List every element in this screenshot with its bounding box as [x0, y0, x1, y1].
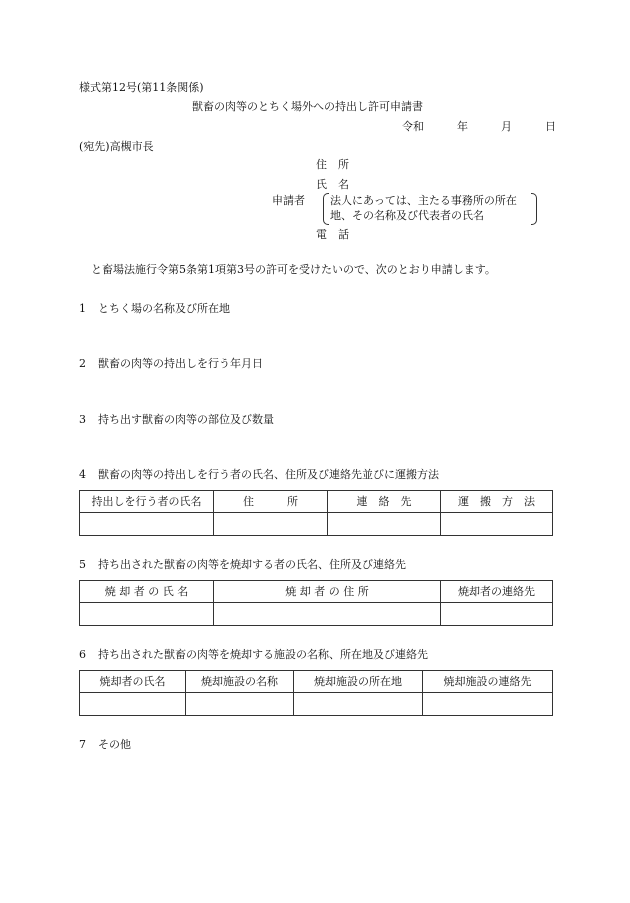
table-6-header: 焼却施設の所在地 — [294, 671, 423, 693]
corp-note-line1: 法人にあっては、主たる事務所の所在 — [330, 194, 517, 207]
table-5-header: 焼 却 者 の 氏 名 — [80, 581, 214, 603]
section-7-number: 7 — [79, 738, 86, 751]
table-5-cell[interactable] — [80, 603, 214, 626]
section-5-text: 持ち出された獣畜の肉等を焼却する者の氏名、住所及び連絡先 — [98, 558, 406, 571]
intro-text: と畜場法施行令第5条第1項第3号の許可を受けたいので、次のとおり申請します。 — [91, 263, 496, 276]
section-1 — [79, 302, 230, 315]
section-6-number: 6 — [79, 648, 86, 661]
section-6-text: 持ち出された獣畜の肉等を焼却する施設の名称、所在地及び連絡先 — [98, 648, 428, 661]
date-line — [402, 120, 556, 133]
table-4-header: 住 所 — [214, 491, 328, 513]
table-5-header: 焼 却 者 の 住 所 — [214, 581, 441, 603]
table-4-header: 運 搬 方 法 — [441, 491, 553, 513]
section-1-text: とちく場の名称及び所在地 — [98, 302, 230, 315]
section-1-number: 1 — [79, 302, 86, 315]
date-day: 日 — [545, 120, 556, 133]
applicant-phone-label: 電 話 — [316, 228, 349, 241]
section-6 — [79, 648, 428, 661]
form-title: 獣畜の肉等のとちく場外への持出し許可申請書 — [192, 100, 423, 113]
table-5-cell[interactable] — [441, 603, 553, 626]
section-4-number: 4 — [79, 468, 86, 481]
table-4 — [79, 490, 553, 536]
section-7-text: その他 — [98, 738, 131, 751]
table-6-cell[interactable] — [80, 693, 186, 716]
date-year: 年 — [457, 120, 468, 133]
applicant-address-label: 住 所 — [316, 158, 349, 171]
table-6 — [79, 670, 553, 716]
table-4-header: 持出しを行う者の氏名 — [80, 491, 214, 513]
addressee: (宛先)高槻市長 — [79, 140, 154, 153]
table-4-header: 連 絡 先 — [328, 491, 441, 513]
table-5 — [79, 580, 553, 626]
section-2 — [79, 357, 263, 370]
applicant-name-label: 氏 名 — [316, 178, 349, 191]
table-6-header: 焼却者の氏名 — [80, 671, 186, 693]
table-4-cell[interactable] — [214, 513, 328, 536]
section-4-text: 獣畜の肉等の持出しを行う者の氏名、住所及び連絡先並びに運搬方法 — [98, 468, 439, 481]
applicant-label: 申請者 — [272, 194, 305, 207]
form-number: 様式第12号(第11条関係) — [79, 81, 204, 94]
table-6-cell[interactable] — [186, 693, 294, 716]
bracket-left — [323, 193, 329, 225]
section-4 — [79, 468, 439, 481]
table-5-header: 焼却者の連絡先 — [441, 581, 553, 603]
section-2-number: 2 — [79, 357, 86, 370]
section-3 — [79, 413, 274, 426]
table-4-cell[interactable] — [80, 513, 214, 536]
corp-note-line2: 地、その名称及び代表者の氏名 — [330, 209, 484, 222]
table-5-cell[interactable] — [214, 603, 441, 626]
date-month: 月 — [501, 120, 512, 133]
table-6-header: 焼却施設の連絡先 — [423, 671, 553, 693]
table-6-cell[interactable] — [294, 693, 423, 716]
section-3-text: 持ち出す獣畜の肉等の部位及び数量 — [98, 413, 274, 426]
table-4-cell[interactable] — [441, 513, 553, 536]
section-7 — [79, 738, 131, 751]
bracket-right — [531, 193, 537, 225]
section-5 — [79, 558, 406, 571]
table-4-cell[interactable] — [328, 513, 441, 536]
section-2-text: 獣畜の肉等の持出しを行う年月日 — [98, 357, 263, 370]
date-era: 令和 — [402, 120, 424, 133]
section-5-number: 5 — [79, 558, 86, 571]
section-3-number: 3 — [79, 413, 86, 426]
table-6-header: 焼却施設の名称 — [186, 671, 294, 693]
table-6-cell[interactable] — [423, 693, 553, 716]
